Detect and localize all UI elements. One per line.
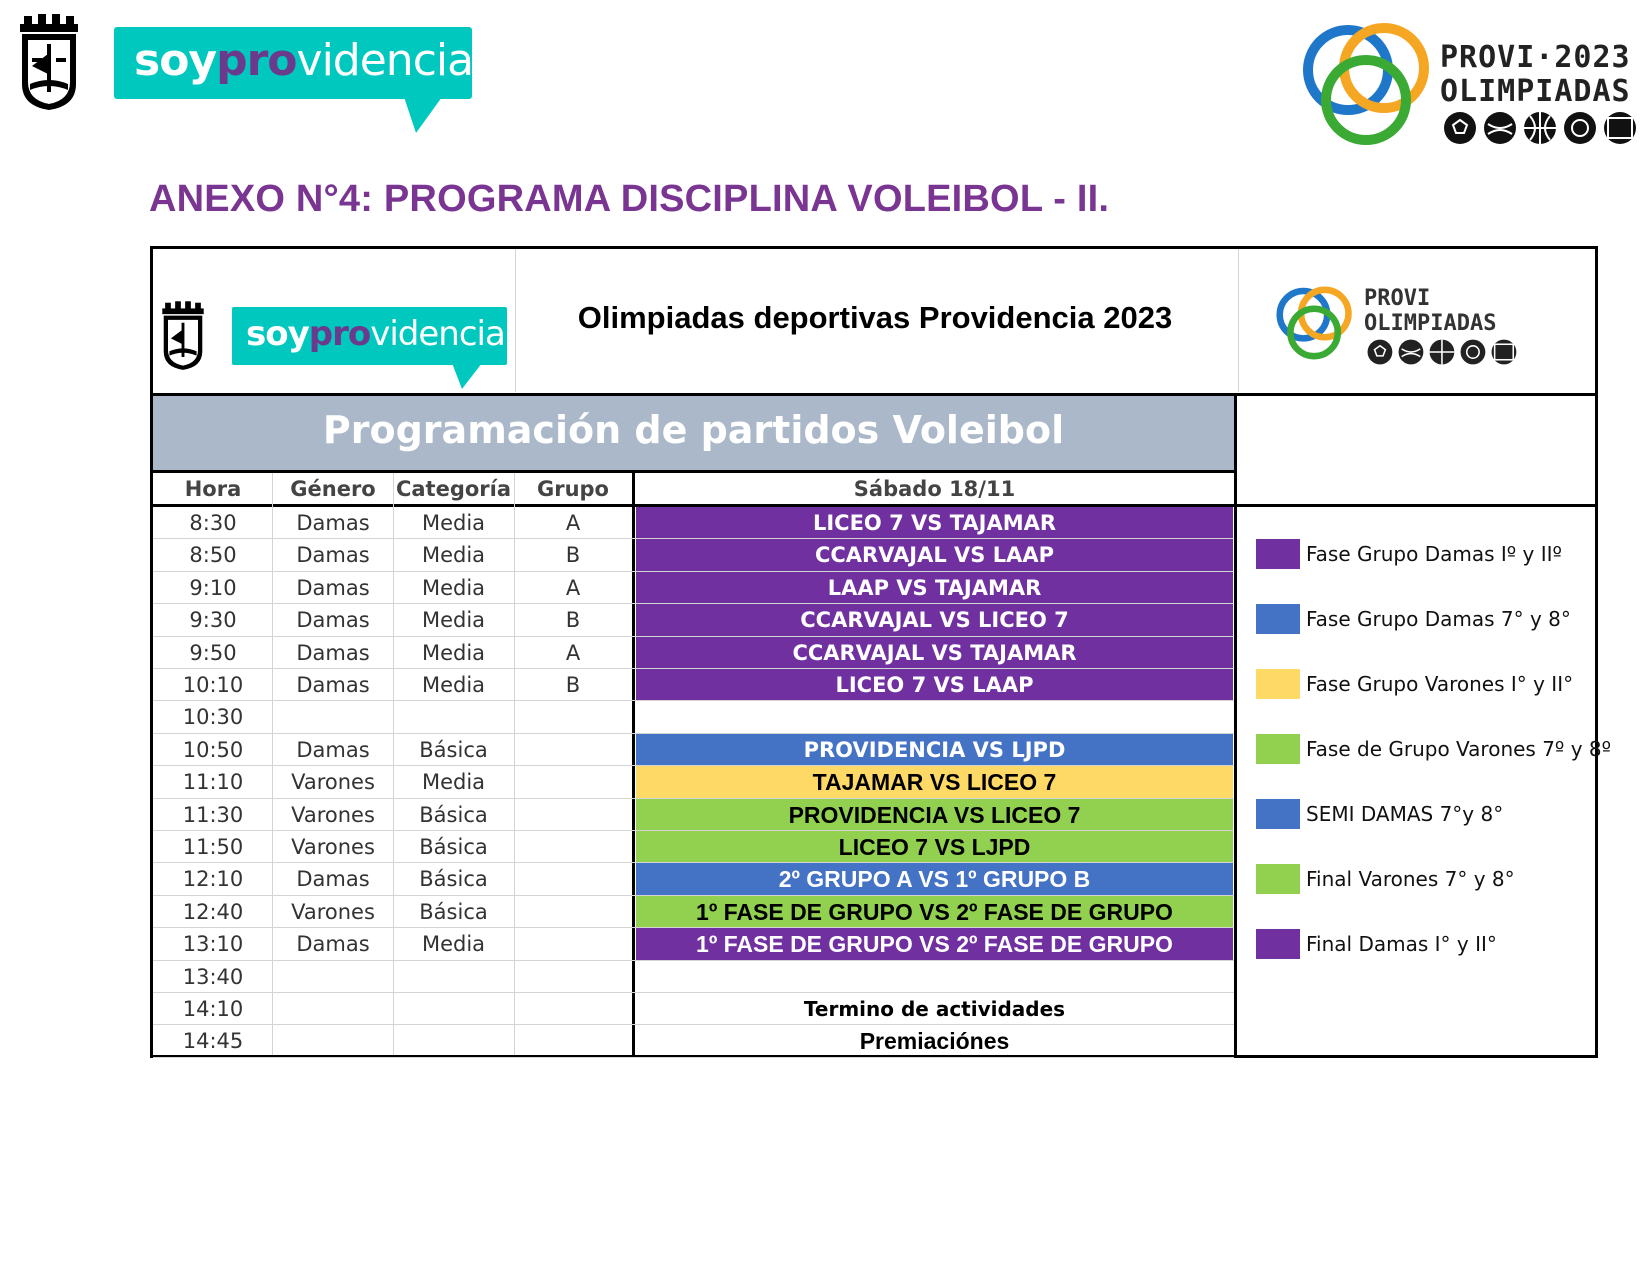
grupo-cell: [514, 928, 632, 960]
grupo-cell: A: [565, 640, 581, 665]
categoria-cell: Media: [421, 511, 486, 535]
genero-cell: Damas: [296, 608, 370, 633]
genero-cell: [273, 701, 393, 733]
legend-label: Fase de Grupo Varones 7º y 8º: [1306, 737, 1612, 761]
genero-cell: Damas: [296, 867, 370, 892]
hora-cell: 8:30: [189, 511, 237, 535]
hora-cell: 8:50: [189, 543, 237, 568]
event-title: Olimpiadas deportivas Providencia 2023: [577, 300, 1173, 335]
legend-label: SEMI DAMAS 7°y 8°: [1306, 802, 1504, 826]
match-cell: 1º FASE DE GRUPO VS 2º FASE DE GRUPO: [636, 928, 1233, 960]
grupo-cell: A: [565, 575, 581, 600]
match-cell: [636, 961, 1233, 993]
program-title: Programación de partidos Voleibol: [322, 408, 1065, 452]
match-cell: LICEO 7 VS TAJAMAR: [636, 507, 1233, 539]
match-cell: 1º FASE DE GRUPO VS 2º FASE DE GRUPO: [636, 896, 1233, 928]
inner-olympics-line1: PROVI: [1364, 286, 1431, 311]
column-header-genero: Género: [290, 477, 376, 501]
hora-cell: 13:10: [182, 932, 244, 957]
hora-cell: 13:40: [182, 964, 244, 989]
categoria-cell: [393, 1025, 514, 1057]
grupo-cell: [514, 896, 632, 928]
legend-swatch: [1256, 539, 1300, 569]
crest-year: 1897: [41, 103, 57, 110]
hora-cell: 11:10: [182, 770, 244, 795]
legend-swatch: [1256, 734, 1300, 764]
match-cell: LAAP VS TAJAMAR: [636, 572, 1233, 604]
legend-label: Fase Grupo Damas Iº y IIº: [1306, 542, 1562, 566]
grupo-cell: A: [565, 511, 581, 535]
match-cell: [636, 701, 1233, 733]
grupo-cell: [514, 766, 632, 798]
legend-swatch: [1256, 864, 1300, 894]
match-cell: 2º GRUPO A VS 1º GRUPO B: [636, 863, 1233, 895]
genero-cell: Damas: [296, 932, 370, 957]
hora-cell: 14:10: [182, 997, 244, 1021]
hora-cell: 10:50: [182, 737, 244, 762]
match-cell: PROVIDENCIA VS LICEO 7: [636, 799, 1233, 831]
hora-cell: 11:50: [182, 835, 244, 859]
categoria-cell: Media: [421, 608, 486, 633]
municipal-crest-logo-small: [158, 298, 208, 376]
match-cell: CCARVAJAL VS LAAP: [636, 539, 1233, 571]
genero-cell: Damas: [296, 511, 370, 535]
hora-cell: 11:30: [182, 802, 244, 827]
hora-cell: 10:30: [182, 705, 244, 730]
match-cell: TAJAMAR VS LICEO 7: [636, 766, 1233, 798]
match-cell: LICEO 7 VS LAAP: [636, 669, 1233, 701]
hora-cell: 14:45: [182, 1029, 244, 1054]
grupo-cell: [514, 863, 632, 895]
grupo-cell: [514, 831, 632, 863]
soyprovidencia-logo-small: [232, 307, 507, 389]
inner-olympics-line2: OLIMPIADAS: [1364, 311, 1497, 336]
grupo-cell: [514, 993, 632, 1025]
soyprovidencia-wordmark-small: soyprovidencia: [246, 314, 505, 354]
genero-cell: Varones: [291, 835, 375, 859]
column-header-categoria: Categoría: [395, 477, 512, 501]
soyprovidencia-wordmark: soyprovidencia: [134, 35, 474, 86]
hora-cell: 9:30: [189, 608, 237, 633]
genero-cell: Varones: [291, 802, 375, 827]
grupo-cell: [514, 1025, 632, 1057]
provi-olimpiadas-logo: [1300, 18, 1645, 150]
match-cell: Termino de actividades: [803, 997, 1066, 1021]
categoria-cell: Básica: [419, 899, 488, 924]
match-cell: PROVIDENCIA VS LJPD: [636, 734, 1233, 766]
categoria-cell: Básica: [419, 802, 488, 827]
genero-cell: [273, 961, 393, 993]
column-header-day: Sábado 18/11: [853, 477, 1016, 501]
hora-cell: 9:50: [189, 640, 237, 665]
categoria-cell: Básica: [419, 835, 488, 859]
categoria-cell: Básica: [419, 737, 488, 762]
legend-swatch: [1256, 604, 1300, 634]
grupo-cell: B: [565, 543, 581, 568]
genero-cell: Damas: [296, 575, 370, 600]
genero-cell: Damas: [296, 640, 370, 665]
sports-balls-icon: [1442, 110, 1642, 146]
legend-swatch: [1256, 799, 1300, 829]
legend-label: Fase Grupo Damas 7° y 8°: [1306, 607, 1571, 631]
legend-label: Final Damas I° y II°: [1306, 932, 1497, 956]
genero-cell: Damas: [296, 737, 370, 762]
categoria-cell: [393, 961, 514, 993]
categoria-cell: Media: [421, 673, 486, 697]
hora-cell: 10:10: [182, 673, 244, 697]
match-cell: CCARVAJAL VS LICEO 7: [636, 604, 1233, 636]
genero-cell: Damas: [296, 673, 370, 697]
genero-cell: Damas: [296, 543, 370, 568]
categoria-cell: Media: [421, 932, 486, 957]
sports-balls-icon-small: [1366, 338, 1521, 366]
match-cell: CCARVAJAL VS TAJAMAR: [636, 637, 1233, 669]
column-header-grupo: Grupo: [536, 477, 609, 501]
categoria-cell: Media: [421, 640, 486, 665]
grupo-cell: [514, 799, 632, 831]
hora-cell: 12:40: [182, 899, 244, 924]
grupo-cell: [514, 734, 632, 766]
grupo-cell: B: [565, 608, 581, 633]
genero-cell: Varones: [291, 770, 375, 795]
categoria-cell: Media: [421, 575, 486, 600]
genero-cell: Varones: [291, 899, 375, 924]
hora-cell: 9:10: [189, 575, 237, 600]
categoria-cell: Media: [421, 543, 486, 568]
legend-swatch: [1256, 929, 1300, 959]
hora-cell: 12:10: [182, 867, 244, 892]
olympics-logo-line1: PROVI·2023: [1440, 40, 1631, 75]
match-cell: Premiaciónes: [859, 1028, 1010, 1055]
categoria-cell: Media: [421, 770, 486, 795]
provi-olimpiadas-logo-small: [1275, 272, 1545, 372]
soyprovidencia-logo: [114, 27, 472, 133]
column-header-hora: Hora: [184, 477, 242, 501]
olympic-rings-icon: [1300, 18, 1435, 150]
olympic-rings-icon-small: [1275, 282, 1355, 364]
municipal-crest-logo: [14, 14, 84, 114]
grupo-cell: [514, 701, 632, 733]
legend-swatch: [1256, 669, 1300, 699]
annex-title: ANEXO N°4: PROGRAMA DISCIPLINA VOLEIBOL - II.: [149, 178, 1110, 220]
categoria-cell: Básica: [419, 867, 488, 892]
legend-label: Final Varones 7° y 8°: [1306, 867, 1515, 891]
genero-cell: [273, 993, 393, 1025]
categoria-cell: [393, 993, 514, 1025]
grupo-cell: B: [565, 673, 581, 697]
legend-label: Fase Grupo Varones I° y II°: [1306, 672, 1574, 696]
genero-cell: [273, 1025, 393, 1057]
olympics-logo-line2: OLIMPIADAS: [1440, 74, 1631, 109]
categoria-cell: [393, 701, 514, 733]
match-cell: LICEO 7 VS LJPD: [636, 831, 1233, 863]
grupo-cell: [514, 961, 632, 993]
